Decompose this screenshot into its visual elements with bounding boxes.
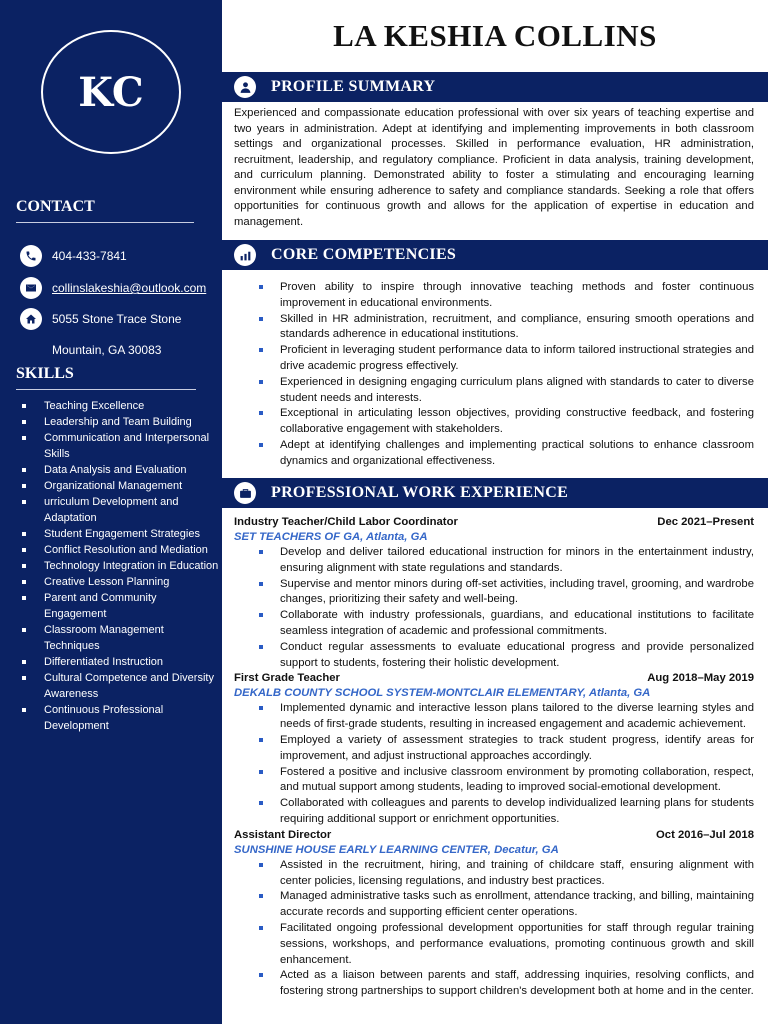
job-title: Industry Teacher/Child Labor Coordinator (234, 516, 458, 528)
briefcase-icon (234, 482, 256, 504)
skill-item: Creative Lesson Planning (20, 574, 220, 590)
address-line-1: 5055 Stone Trace Stone (52, 312, 182, 326)
skill-item: urriculum Development and Adaptation (20, 494, 220, 526)
job-bullet: Acted as a liaison between parents and staff, addressing inquiries, resolving conflicts, and fostering strong partnerships to support children's development both at home and in the center. (234, 968, 754, 1000)
contact-address (20, 308, 181, 330)
competency-item: Experienced in designing engaging curriculum plans aligned with standards to cater to diverse student needs and interests. (234, 375, 754, 407)
job-title: First Grade Teacher (234, 672, 340, 685)
sidebar (0, 0, 222, 1024)
competency-item: Proven ability to inspire through innovative teaching methods and foster continuous improvement in educational environments. (234, 280, 754, 312)
skill-item: Conflict Resolution and Mediation (20, 542, 220, 558)
contact-email (20, 277, 206, 299)
competencies-section (234, 280, 754, 470)
job-entry (234, 671, 754, 827)
job-dates: Aug 2018–May 2019 (647, 672, 754, 685)
job-bullets (234, 701, 754, 827)
skill-item: Teaching Excellence (20, 398, 220, 414)
job-bullet: Managed administrative tasks such as enrollment, attendance tracking, and billing, maintaining accurate records and supporting efficient center operations. (234, 889, 754, 921)
skill-item: Cultural Competence and Diversity Awareness (20, 670, 220, 702)
job-bullets (234, 858, 754, 1000)
phone-number[interactable]: 404-433-7841 (52, 249, 127, 263)
contact-phone (20, 245, 127, 267)
address-line-2: Mountain, GA 30083 (52, 343, 162, 357)
competency-item: Proficient in leveraging student performance data to inform tailored instructional strategies and drive academic progress effectively. (234, 343, 754, 375)
phone-icon (20, 245, 42, 267)
job-entry (234, 828, 754, 1000)
skill-item: Organizational Management (20, 478, 220, 494)
skill-item: Classroom Management Techniques (20, 622, 220, 654)
job-title: Assistant Director (234, 828, 332, 841)
skill-item: Technology Integration in Education (20, 558, 220, 574)
job-bullet: Employed a variety of assessment strategies to track student progress, identify areas for improvement, and adjust instructional approaches accordingly. (234, 733, 754, 765)
skill-item: Communication and Interpersonal Skills (20, 430, 220, 462)
skills-heading: SKILLS (16, 365, 74, 382)
job-bullet: Conduct regular assessments to evaluate educational progress and provide personalized support to students, fostering their holistic development. (234, 640, 754, 672)
profile-summary-bar (222, 72, 768, 102)
job-dates: Dec 2021–Present (657, 516, 754, 528)
job-organization: DEKALB COUNTY SCHOOL SYSTEM-MONTCLAIR ELEMENTARY, Atlanta, GA (234, 687, 651, 700)
job-bullet: Facilitated ongoing professional development opportunities for staff through regular training sessions, workshops, and performance evaluations, promoting continuous growth and skill enhancement. (234, 921, 754, 968)
work-experience-bar (222, 478, 768, 508)
email-link[interactable]: collinslakeshia@outlook.com (52, 281, 207, 295)
skill-item: Leadership and Team Building (20, 414, 220, 430)
job-entry (234, 515, 754, 671)
skill-item: Continuous Professional Development (20, 702, 220, 734)
job-header (234, 671, 754, 686)
contact-heading: CONTACT (16, 198, 95, 215)
job-bullet: Supervise and mentor minors during off-set activities, including travel, grooming, and wardrobe changes, prioritizing their safety and well-being. (234, 577, 754, 609)
job-organization: SUNSHINE HOUSE EARLY LEARNING CENTER, Decatur, GA (234, 843, 559, 856)
profile-summary-heading: PROFILE SUMMARY (271, 78, 436, 95)
skills-divider (16, 389, 196, 390)
core-competencies-bar (222, 240, 768, 270)
job-header (234, 515, 754, 530)
profile-summary-text: Experienced and compassionate education professional with over six years of teaching expertise and two years in administration. Adept at identifying and implementing improvements in both classroom settings and organizational processes. Skilled in performance evaluation, HR administration, recruitment, leadership, and regulatory compliance. Proficient in data analysis, training development, and curriculum planning. Demonstrated ability to foster a stimulating and encouraging learning environment while ensuring adherence to safety and compliance standards. Seeking a role that offers opportunities for continuous growth and allows for the application of expertise in education and management. (234, 107, 754, 228)
job-bullet: Assisted in the recruitment, hiring, and training of childcare staff, ensuring alignment with center policies, licensing regulations, and industry best practices. (234, 858, 754, 890)
skill-item: Student Engagement Strategies (20, 526, 220, 542)
user-icon (234, 76, 256, 98)
competency-item: Adept at identifying challenges and implementing practical solutions to enhance classroom dynamics and organizational effectiveness. (234, 438, 754, 470)
job-bullet: Collaborate with industry professionals, guardians, and educational institutions to facilitate seamless integration of academic and professional commitments. (234, 608, 754, 640)
job-bullet: Implemented dynamic and interactive lesson plans tailored to the diverse learning styles and needs of first-grade students, resulting in increased engagement and academic achievement. (234, 701, 754, 733)
job-dates: Oct 2016–Jul 2018 (656, 828, 754, 841)
experience-section (234, 515, 754, 1000)
home-icon (20, 308, 42, 330)
competencies-list (234, 280, 754, 470)
competency-item: Exceptional in articulating lesson objectives, providing constructive feedback, and fostering collaborative engagement with stakeholders. (234, 406, 754, 438)
skill-item: Parent and Community Engagement (20, 590, 220, 622)
chart-icon (234, 244, 256, 266)
skills-list (20, 398, 220, 734)
job-bullets (234, 545, 754, 671)
work-experience-heading: PROFESSIONAL WORK EXPERIENCE (271, 484, 569, 501)
job-header (234, 828, 754, 843)
job-bullet: Fostered a positive and inclusive classroom environment by promoting collaboration, respect, and mutual support among students, leading to improved social-emotional development. (234, 765, 754, 797)
skill-item: Data Analysis and Evaluation (20, 462, 220, 478)
skill-item: Differentiated Instruction (20, 654, 220, 670)
contact-divider (16, 222, 194, 223)
job-organization: SET TEACHERS OF GA, Atlanta, GA (234, 531, 428, 543)
core-competencies-heading: CORE COMPETENCIES (271, 246, 457, 263)
competency-item: Skilled in HR administration, recruitment, and compliance, ensuring smooth operations and standards adherence in educational institutions. (234, 312, 754, 344)
monogram-circle: KC (41, 30, 181, 154)
job-bullet: Develop and deliver tailored educational instruction for minors in the entertainment industry, ensuring alignment with state regulations and standards. (234, 545, 754, 577)
candidate-name: LA KESHIA COLLINS (333, 18, 657, 53)
envelope-icon (20, 277, 42, 299)
job-bullet: Collaborated with colleagues and parents to develop individualized learning plans for students requiring additional support or enrichment opportunities. (234, 796, 754, 828)
